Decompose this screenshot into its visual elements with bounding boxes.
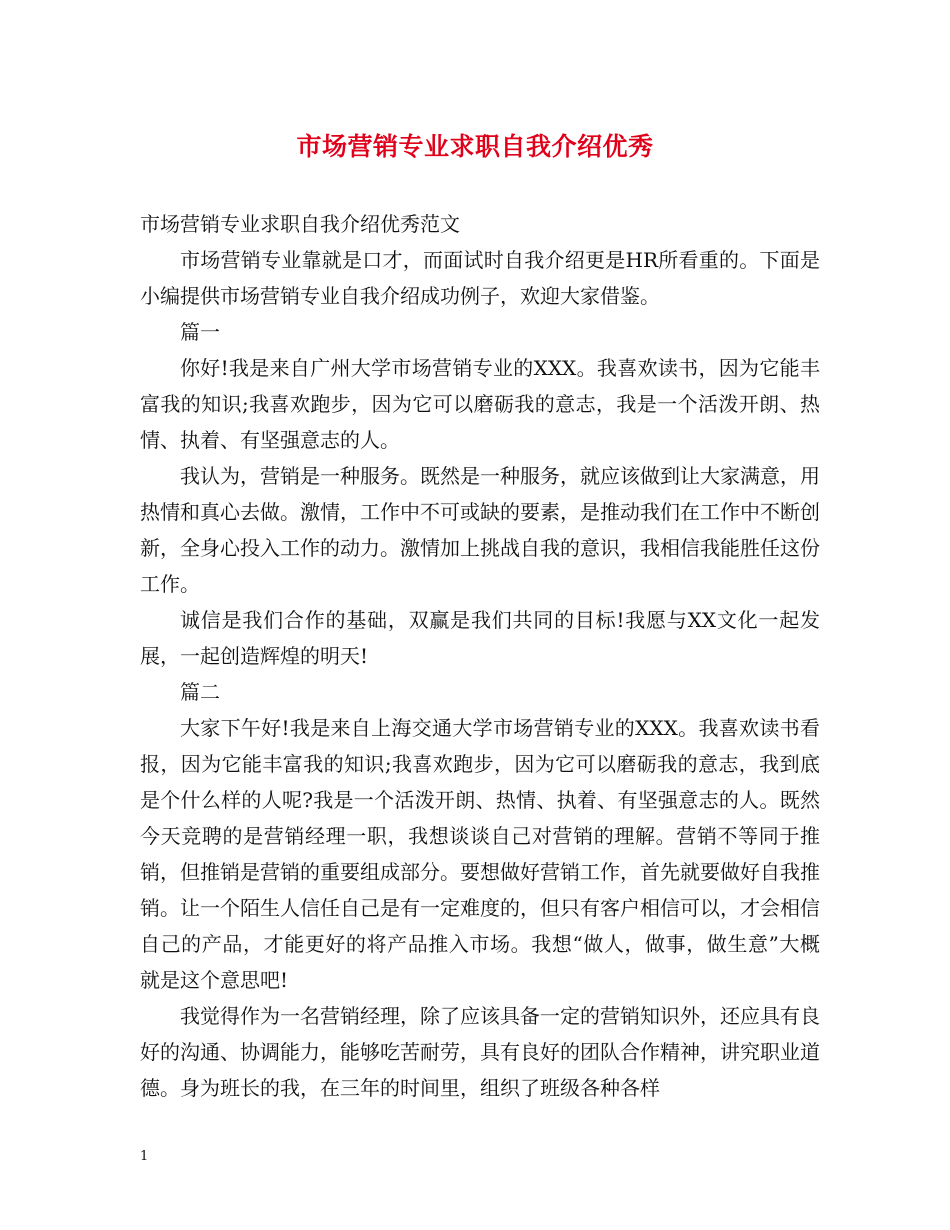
page-number: 1 [140,1149,149,1164]
document-subtitle: 市场营销专业求职自我介绍优秀范文 [140,212,460,236]
paragraph: 你好!我是来自广州大学市场营销专业的XXX。我喜欢读书，因为它能丰富我的知识;我喜欢跑步，因为它可以磨砺我的意志，我是一个活泼开朗、热情、执着、有坚强意志的人。 [140,356,820,452]
paragraph: 我认为，营销是一种服务。既然是一种服务，就应该做到让大家满意，用热情和真心去做。激情，工作中不可或缺的要素，是推动我们在工作中不断创新，全身心投入工作的动力。激情加上挑战自我的意识，我相信我能胜任这份工作。 [140,464,820,596]
paragraph: 我觉得作为一名营销经理，除了应该具备一定的营销知识外，还应具有良好的沟通、协调能力，能够吃苦耐劳，具有良好的团队合作精神，讲究职业道德。身为班长的我，在三年的时间里，组织了班级各种各样 [140,1004,820,1100]
paragraph: 诚信是我们合作的基础，双赢是我们共同的目标!我愿与XX文化一起发展，一起创造辉煌的明天! [140,608,820,668]
section-heading-part-two: 篇二 [180,680,220,704]
paragraph: 大家下午好!我是来自上海交通大学市场营销专业的XXX。我喜欢读书看报，因为它能丰富我的知识;我喜欢跑步，因为它可以磨砺我的意志，我到底是个什么样的人呢?我是一个活泼开朗、热情、执着、有坚强意志的人。既然今天竞聘的是营销经理一职，我想谈谈自己对营销的理解。营销不等同于推销，但推销是营销的重要组成部分。要想做好营销工作，首先就要做好自我推销。让一个陌生人信任自己是有一定难度的，但只有客户相信可以，才会相信自己的产品，才能更好的将产品推入市场。我想“做人，做事，做生意”大概就是这个意思吧! [140,716,820,992]
section-heading-part-one: 篇一 [180,320,220,344]
document-body [140,206,820,1106]
paragraph-intro: 市场营销专业靠就是口才，而面试时自我介绍更是HR所看重的。下面是小编提供市场营销专业自我介绍成功例子，欢迎大家借鉴。 [140,248,820,308]
document-title: 市场营销专业求职自我介绍优秀 [296,132,654,161]
